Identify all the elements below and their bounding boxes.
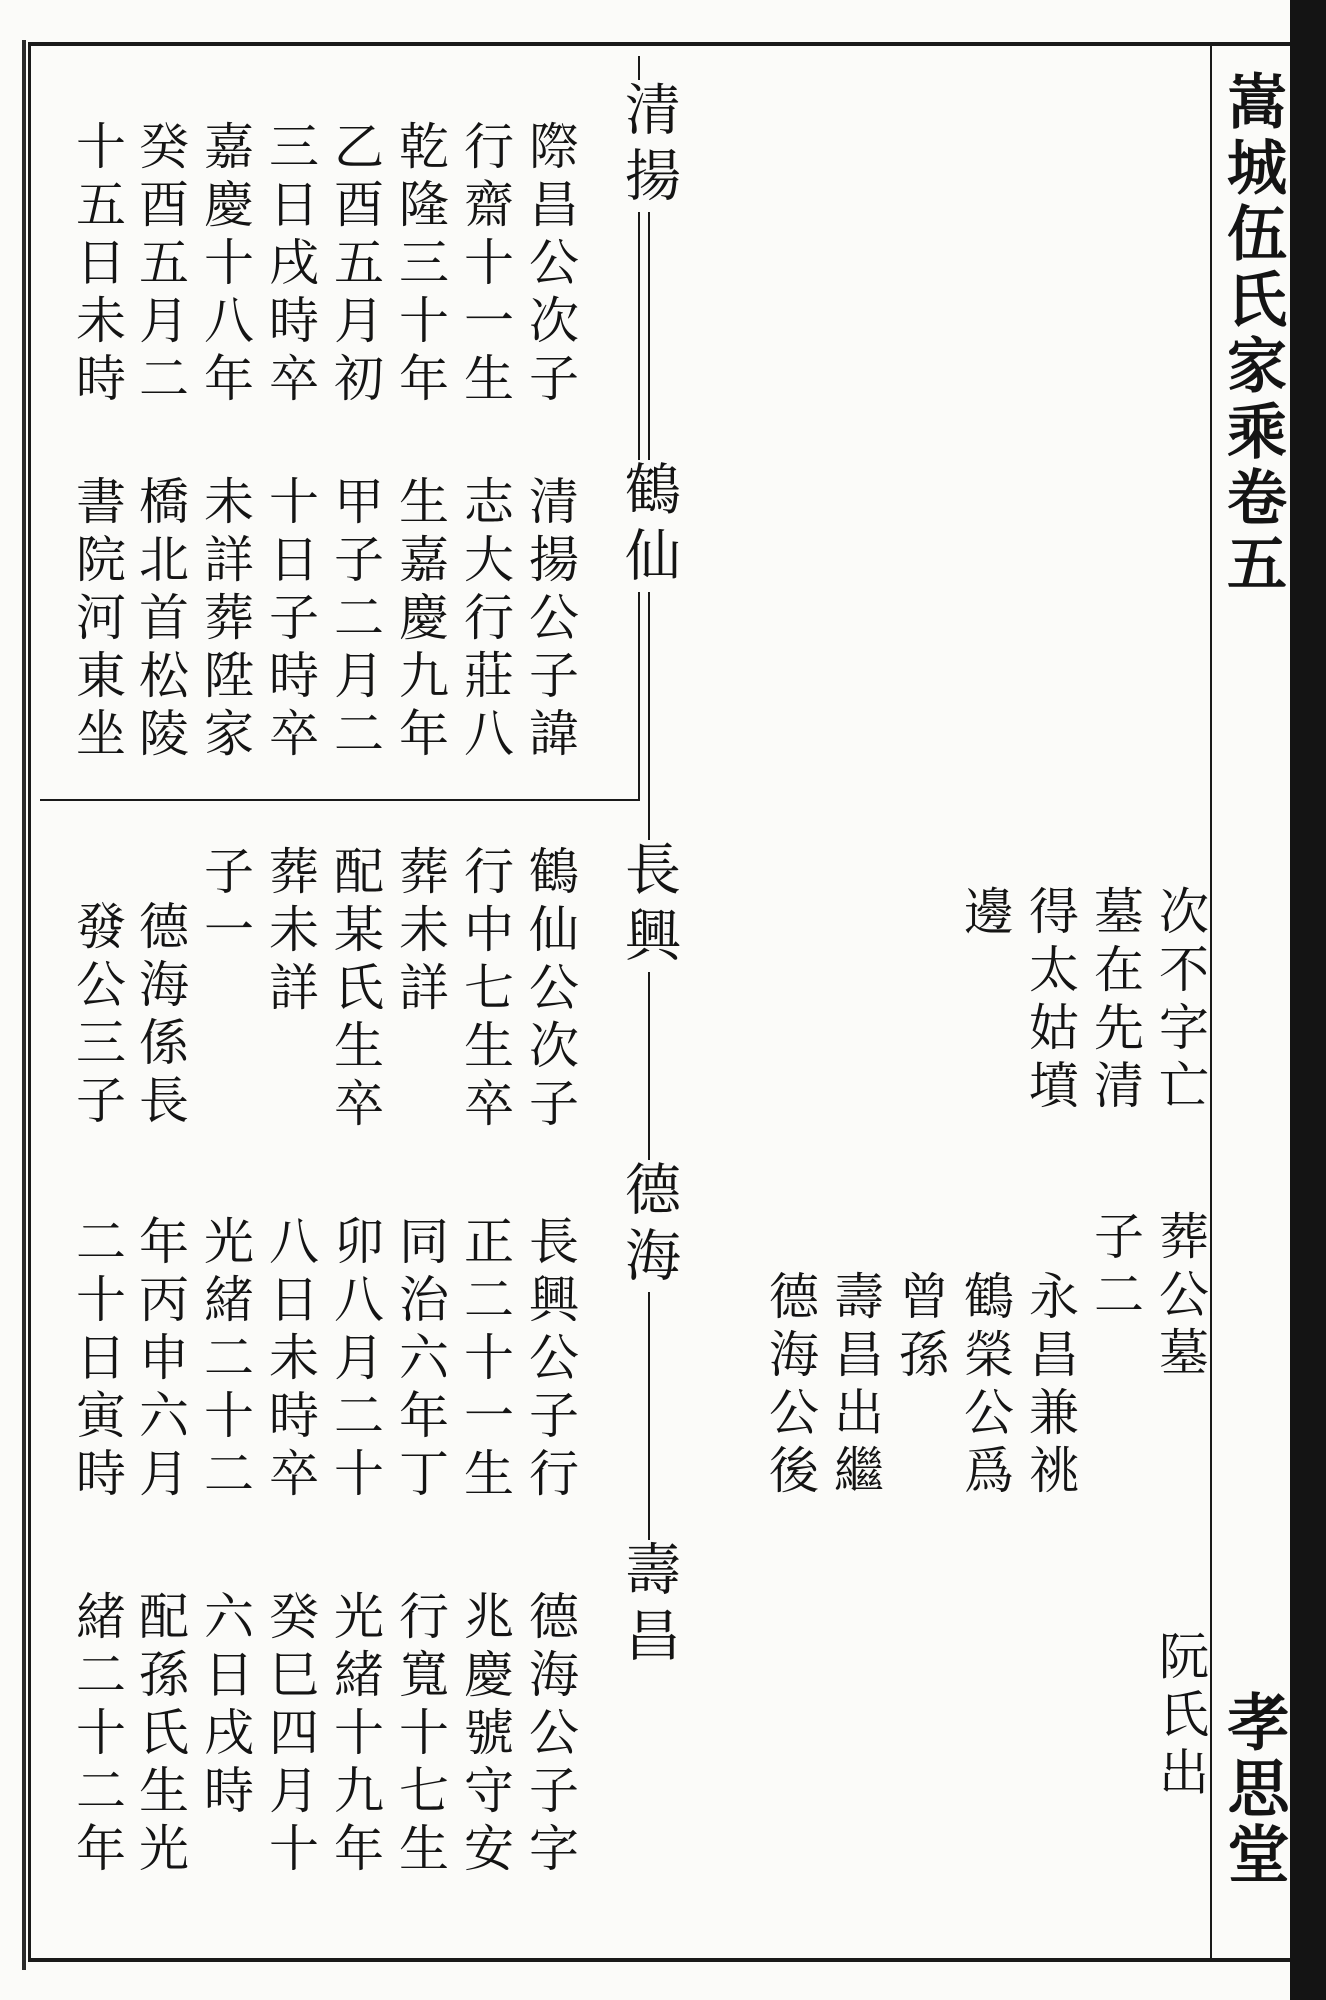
entry-changxing-line-6: 子一	[196, 845, 254, 961]
entry-heshen-line-3: 生嘉慶九年	[391, 475, 449, 765]
entry-changxing-line-1: 鶴仙公次子	[521, 845, 579, 1135]
note-line-1b: 葬公墓	[1151, 1210, 1209, 1384]
entry-shouchang-line-7: 配孫氏生光	[131, 1590, 189, 1880]
note-line-1: 次不字亡	[1151, 885, 1209, 1117]
entry-shouchang-line-5: 癸巳四月十	[261, 1590, 319, 1880]
center-spine-line	[1210, 42, 1212, 1962]
entry-shouchang-line-1: 德海公子字	[521, 1590, 579, 1880]
entry-qingyang-line-4: 乙酉五月初	[326, 120, 384, 410]
entry-qingyang-line-5: 三日戌時卒	[261, 120, 319, 410]
book-title: 嵩城伍氏家乘卷五	[1217, 70, 1287, 598]
note-line-8: 阮氏出	[1151, 1630, 1209, 1804]
note-line-4: 邊	[956, 885, 1014, 943]
binding-edge	[1290, 0, 1326, 2000]
entry-heshen-line-2: 志大行莊八	[456, 475, 514, 765]
entry-dehai-line-2: 正二十一生	[456, 1215, 514, 1505]
note-line-4b: 鶴榮公爲	[956, 1270, 1014, 1502]
entry-qingyang-line-7: 癸酉五月二	[131, 120, 189, 410]
entry-changxing-line-3: 葬未詳	[391, 845, 449, 1019]
entry-changxing-line-8: 發公三子	[68, 900, 126, 1132]
entry-dehai-line-6: 光緒二十二	[196, 1215, 254, 1505]
note-line-6: 壽昌出繼	[826, 1270, 884, 1502]
entry-changxing-line-7: 德海係長	[131, 900, 189, 1132]
entry-shouchang-line-3: 行寬十七生	[391, 1590, 449, 1880]
lineage-name-5: 壽昌	[616, 1540, 681, 1672]
entry-changxing-line-4: 配某氏生卒	[326, 845, 384, 1135]
entry-heshen-line-4: 甲子二月二	[326, 475, 384, 765]
entry-changxing-line-2: 行中七生卒	[456, 845, 514, 1135]
entry-dehai-line-7: 年丙申六月	[131, 1215, 189, 1505]
note-line-5: 曾孫	[891, 1270, 949, 1386]
note-line-2: 墓在先清	[1086, 885, 1144, 1117]
entry-qingyang-line-3: 乾隆三十年	[391, 120, 449, 410]
entry-dehai-line-8: 二十日寅時	[68, 1215, 126, 1505]
entry-shouchang-line-2: 兆慶號守安	[456, 1590, 514, 1880]
entry-dehai-line-5: 八日未時卒	[261, 1215, 319, 1505]
entry-shouchang-line-6: 六日戌時	[196, 1590, 254, 1822]
entry-shouchang-line-4: 光緒十九年	[326, 1590, 384, 1880]
note-line-2b: 子二	[1086, 1210, 1144, 1326]
entry-qingyang-line-2: 行齋十一生	[456, 120, 514, 410]
lineage-name-4: 德海	[616, 1160, 681, 1292]
entry-changxing-line-5: 葬未詳	[261, 845, 319, 1019]
entry-heshen-line-8: 書院河東坐	[68, 475, 126, 765]
entry-heshen-line-5: 十日子時卒	[261, 475, 319, 765]
entry-shouchang-line-8: 緒二十二年	[68, 1590, 126, 1880]
lineage-name-1: 清揚	[616, 80, 681, 212]
entry-dehai-line-4: 卯八月二十	[326, 1215, 384, 1505]
lineage-name-3: 長興	[616, 840, 681, 972]
entry-heshen-line-6: 未詳葬陞家	[196, 475, 254, 765]
lineage-name-2: 鶴仙	[616, 460, 681, 592]
hall-name: 孝思堂	[1217, 1690, 1290, 1888]
entry-heshen-line-7: 橋北首松陵	[131, 475, 189, 765]
note-line-7: 德海公後	[761, 1270, 819, 1502]
entry-dehai-line-1: 長興公子行	[521, 1215, 579, 1505]
entry-dehai-line-3: 同治六年丁	[391, 1215, 449, 1505]
entry-qingyang-line-6: 嘉慶十八年	[196, 120, 254, 410]
entry-qingyang-line-1: 際昌公次子	[521, 120, 579, 410]
note-line-3b: 永昌兼祧	[1021, 1270, 1079, 1502]
note-line-3: 得太姑墳	[1021, 885, 1079, 1117]
entry-qingyang-line-8: 十五日未時	[68, 120, 126, 410]
entry-heshen-line-1: 清揚公子諱	[521, 475, 579, 765]
page-left-edge	[22, 40, 26, 1970]
